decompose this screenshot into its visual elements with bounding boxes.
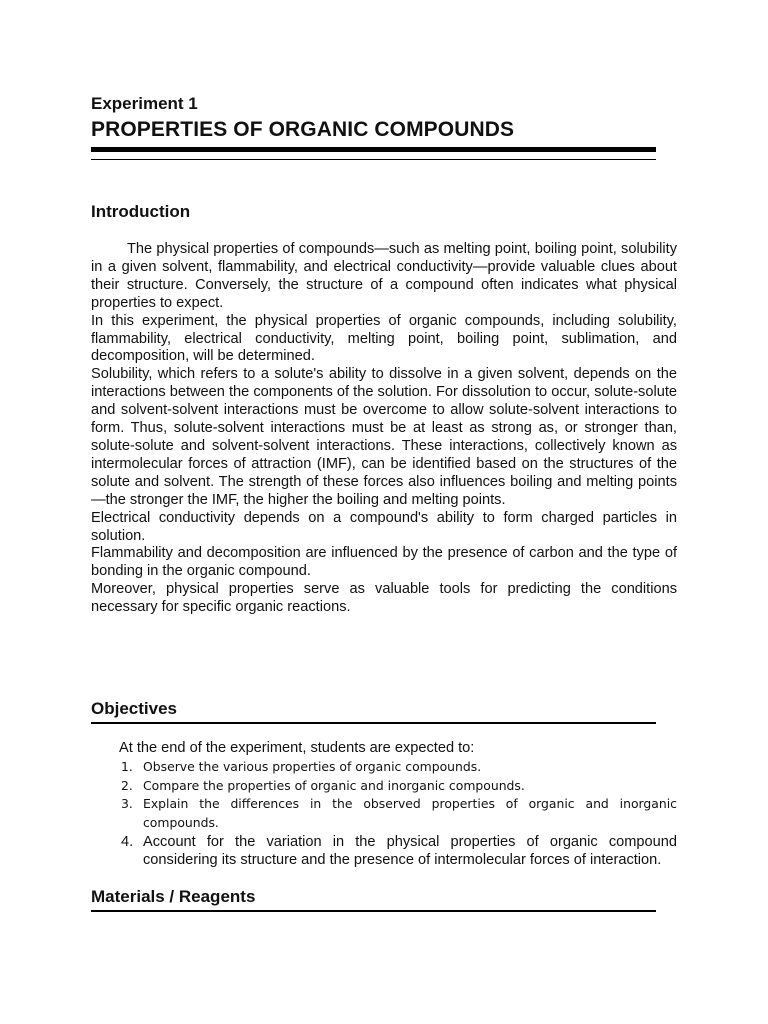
list-item-number: 1. — [121, 759, 133, 774]
objectives-intro: At the end of the experiment, students are expected to: — [119, 740, 475, 756]
list-item-number: 4. — [121, 834, 134, 850]
list-item — [121, 833, 677, 869]
materials-heading: Materials / Reagents — [91, 887, 256, 906]
title-rule-thin — [91, 159, 656, 160]
list-item-number: 2. — [121, 777, 133, 793]
list-item-text: Account for the variation in the physical properties of organic compound considering its structure and the presence of intermolecular forces of interaction. — [143, 834, 677, 868]
intro-paragraph: Flammability and decomposition are influenced by the presence of carbon and the type of bonding in the organic compound. — [91, 545, 677, 580]
materials-rule — [91, 910, 656, 912]
introduction-heading: Introduction — [91, 202, 191, 221]
intro-paragraph: In this experiment, the physical properties of organic compounds, including solubility, flammability, electrical conductivity, melting point, boiling point, sublimation, and decomposition, will be determined. — [91, 312, 677, 365]
list-item-text: Explain the differences in the observed properties of organic and inorganic compounds. — [143, 796, 677, 830]
list-item — [121, 795, 677, 832]
intro-paragraph: Solubility, which refers to a solute's ability to dissolve in a given solvent, depends on the interactions between the components of the solution. For dissolution to occur, solute-solute and solvent-solvent interactions must be overcome to allow solute-solvent interactions to form. Thus, solute-solvent interactions must be at least as strong as, or stronger than, solute-solute and solvent-solvent interactions. These interactions, collectively known as intermolecular forces of attraction (IMF), can be identified based on the structures of the solute and solvent. The strength of these forces also influences boiling and melting points—the stronger the IMF, the higher the boiling and melting points. — [91, 366, 677, 508]
page-title: PROPERTIES OF ORGANIC COMPOUNDS — [91, 118, 515, 141]
list-item — [121, 777, 677, 796]
objectives-heading: Objectives — [91, 699, 177, 718]
list-item-number: 3. — [121, 796, 133, 811]
experiment-label: Experiment 1 — [91, 94, 198, 113]
title-rule-thick — [91, 147, 656, 152]
intro-paragraph: Moreover, physical properties serve as valuable tools for predicting the conditions necessary for specific organic reactions. — [91, 581, 677, 616]
list-item-text: Observe the various properties of organic compounds. — [143, 759, 482, 774]
list-item — [121, 758, 677, 777]
objectives-rule — [91, 722, 656, 724]
introduction-body — [91, 241, 677, 617]
list-item-text: Compare the properties of organic and inorganic compounds. — [143, 777, 525, 793]
intro-paragraph: The physical properties of compounds—such as melting point, boiling point, solubility in a given solvent, flammability, and electrical conductivity—provide valuable clues about their structure. Conversely, the structure of a compound often indicates what physical properties to expect. — [91, 241, 677, 311]
objectives-list — [121, 758, 677, 869]
intro-paragraph: Electrical conductivity depends on a compound's ability to form charged particles in solution. — [91, 509, 677, 544]
